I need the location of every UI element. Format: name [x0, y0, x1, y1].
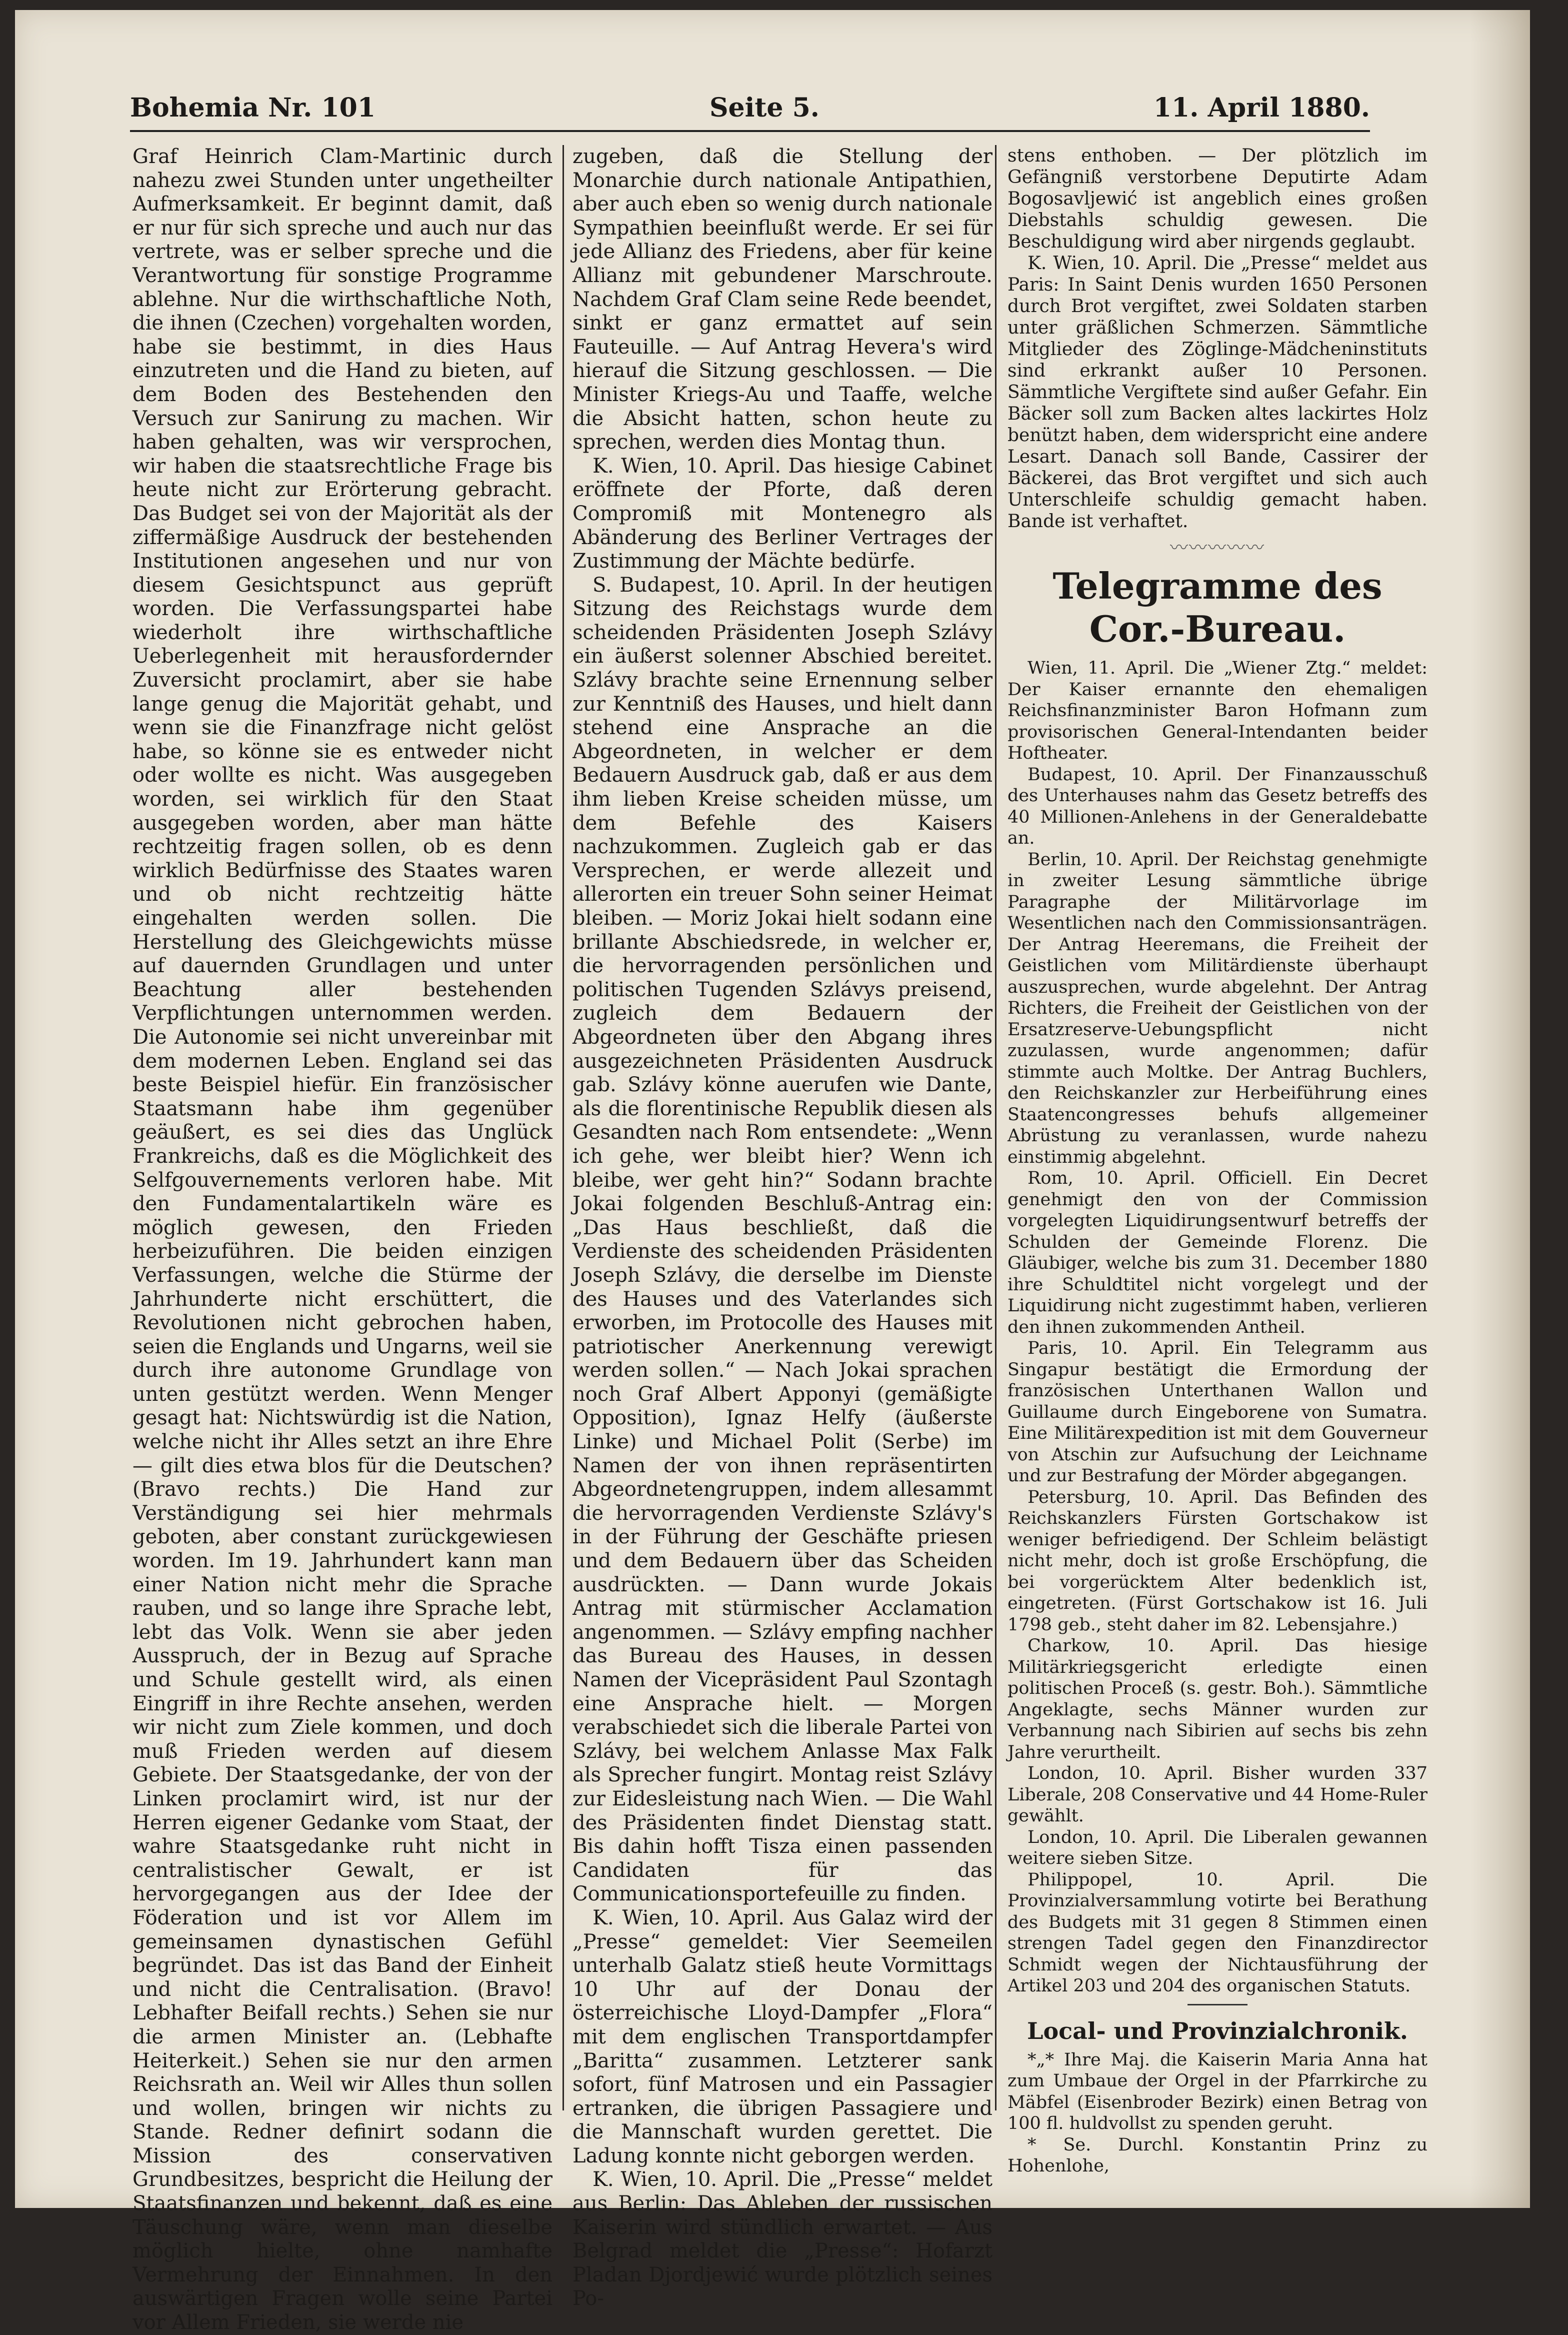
telegram-item: Charkow, 10. April. Das hiesige Militärkriegsgericht erledigte einen politischen Proceß (s. gestr. Boh.). Sämmtliche Angeklagte, sechs Männer wurden zur Verbannung nach Sibirien auf sechs bis zehn Jahre verurtheilt.	[1008, 1636, 1428, 1762]
ornament-divider: 〰〰〰〰〰	[1170, 538, 1265, 558]
telegram-item: Berlin, 10. April. Der Reichstag genehmigte in zweiter Lesung sämmtliche übrige Paragraphe der Militärvorlage im Wesentlichen nach den Commissionsanträgen. Der Antrag Heeremans, die Freiheit der Geistlichen vom Militärdienste überhaupt auszusprechen, wurde abgelehnt. Der Antrag Richters, die Freiheit der Geistlichen von der Ersatzreserve-Uebungspflicht nicht zuzulassen, wurde angenommen; dafür stimmte auch Moltke. Der Antrag Buchlers, den Reichskanzler zur Herbeiführung eines Staatencongresses behufs allgemeiner Abrüstung zu veranlassen, wurde nahezu einstimmig abgelehnt.	[1008, 849, 1428, 1167]
telegram-item: London, 10. April. Bisher wurden 337 Liberale, 208 Conservative und 44 Home-Ruler gewählt.	[1008, 1763, 1428, 1826]
telegram-item: Wien, 11. April. Die „Wiener Ztg.“ meldet: Der Kaiser ernannte den ehemaligen Reichsfinanzminister Baron Hofmann zum provisorischen General-Intendanten beider Hoftheater.	[1008, 658, 1428, 763]
telegram-item: Paris, 10. April. Ein Telegramm aus Singapur bestätigt die Ermordung der französischen Unterthanen Wallon und Guillaume durch Eingeborene von Sumatra. Eine Militärexpedition ist mit dem Gouverneur von Atschin zur Aufsuchung der Leichname und zur Bestrafung der Mörder abgegangen.	[1008, 1338, 1428, 1486]
news-item: K. Wien, 10. April. Die „Presse“ meldet aus Berlin: Das Ableben der russischen Kaiserin wird stündlich erwartet. — Aus Belgrad meldet die „Presse“: Hofarzt Pladan Djordjewić wurde plötzlich seines Po-	[572, 2168, 992, 2310]
news-item: K. Wien, 10. April. Die „Presse“ meldet aus Paris: In Saint Denis wurden 1650 Personen durch Brot vergiftet, zwei Soldaten starben unter gräßlichen Schmerzen. Sämmtliche Mitglieder des Zöglinge-Mädcheninstituts sind erkrankt außer 10 Personen. Sämmtliche Vergiftete sind außer Gefahr. Ein Bäcker soll zum Backen altes lackirtes Holz benützt haben, dem widerspricht eine andere Lesart. Danach soll Bande, Cassirer der Bäckerei, das Brot vergiftet und sich auch Unterschleife schuldig gemacht haben. Bande ist verhaftet.	[1008, 253, 1428, 532]
issue-date: 11. April 1880.	[1153, 92, 1370, 123]
column-2	[572, 145, 992, 2310]
article-text: Graf Heinrich Clam-Martinic durch nahezu zwei Stunden unter ungetheilter Aufmerksamkeit. Er beginnt damit, daß er nur für sich spreche und auch nur das vertrete, was er selber spreche und die Verantwortung für sonstige Programme ablehne. Nur die wirthschaftliche Noth, die ihnen (Czechen) vorgehalten worden, habe sie bestimmt, in dies Haus einzutreten und die Hand zu bieten, auf dem Boden des Bestehenden den Versuch zur Sanirung zu machen. Wir haben gehalten, was wir versprochen, wir haben die staatsrechtliche Frage bis heute nicht zur Erörterung gebracht. Das Budget sei von der Majorität als der ziffermäßige Ausdruck der bestehenden Institutionen angesehen und nur von diesem Gesichtspunct aus geprüft worden. Die Verfassungspartei habe wiederholt ihre wirthschaftliche Ueberlegenheit mit herausfordernder Zuversicht proclamirt, aber sie habe lange genug die Majorität gehabt, und wenn sie die Finanzfrage nicht gelöst habe, so könne sie es entweder nicht oder wollte es nicht. Was ausgegeben worden, sei wirklich für den Staat ausgegeben worden, aber man hätte rechtzeitig fragen sollen, ob es denn wirklich Bedürfnisse des Staates waren und ob nicht rechtzeitig hätte eingehalten werden sollen. Die Herstellung des Gleichgewichts müsse auf dauernden Grundlagen und unter Beachtung aller bestehenden Verpflichtungen unternommen werden. Die Autonomie sei nicht unvereinbar mit dem modernen Leben. England sei das beste Beispiel hiefür. Ein französischer Staatsmann habe ihm gegenüber geäußert, es sei dies das Unglück Frankreichs, daß es die Möglichkeit des Selfgouvernements verloren habe. Mit den Fundamentalartikeln wäre es möglich gewesen, den Frieden herbeizuführen. Die beiden einzigen Verfassungen, welche die Stürme der Jahrhunderte nicht erschüttert, die Revolutionen nicht gebrochen haben, seien die Englands und Ungarns, weil sie durch ihre autonome Grundlage von unten gestützt werden. Wenn Menger gesagt hat: Nichtswürdig ist die Nation, welche nicht ihr Alles setzt an ihre Ehre — gilt dies etwa blos für die Deutschen? (Bravo rechts.) Die Hand zur Verständigung sei hier mehrmals geboten, aber constant zurückgewiesen worden. Im 19. Jahrhundert kann man einer Nation nicht mehr die Sprache rauben, und so lange ihre Sprache lebt, lebt das Volk. Wenn sie aber jeden Ausspruch, der in Bezug auf Sprache und Schule gestellt wird, als einen Eingriff in ihre Rechte ansehen, werden wir nicht zum Ziele kommen, und doch muß Frieden werden auf diesem Gebiete. Der Staatsgedanke, der von der Linken proclamirt wird, ist nur der Herren eigener Gedanke vom Staat, der wahre Staatsgedanke ruht nicht in centralistischer Gewalt, er ist hervorgegangen aus der Idee der Föderation und ist vor Allem im gemeinsamen dynastischen Gefühl begründet. Das ist das Band der Einheit und nicht die Centralisation. (Bravo! Lebhafter Beifall rechts.) Sehen sie nur die armen Minister an. (Lebhafte Heiterkeit.) Sehen sie nur den armen Reichsrath an. Weil wir Alles thun sollen und wollen, bringen wir nichts zu Stande. Redner definirt sodann die Mission des conservativen Grundbesitzes, bespricht die Heilung der Staatsfinanzen und bekennt, daß es eine Täuschung wäre, wenn man dieselbe möglich hielte, ohne namhafte Vermehrung der Einnahmen. In den auswärtigen Fragen wolle seine Partei vor Allem Frieden, sie werde nie	[132, 145, 552, 2334]
news-item: K. Wien, 10. April. Aus Galaz wird der „Presse“ gemeldet: Vier Seemeilen unterhalb Galatz stieß heute Vormittags 10 Uhr auf der Donau der österreichische Lloyd-Dampfer „Flora“ mit dem englischen Transportdampfer „Baritta“ zusammen. Letzterer sank sofort, fünf Matrosen und ein Passagier ertranken, die übrigen Passagiere und die Mannschaft wurden gerettet. Die Ladung konnte nicht geborgen werden.	[572, 1906, 992, 2167]
short-rule	[1188, 2004, 1248, 2005]
telegram-list	[1008, 658, 1428, 1997]
page-number: Seite 5.	[710, 92, 820, 123]
column-3	[1008, 145, 1428, 2176]
telegram-item: Philippopel, 10. April. Die Provinzialversammlung votirte bei Berathung des Budgets mit 31 gegen 8 Stimmen einen strengen Tadel gegen den Finanzdirector Schmidt wegen der Nichtausführung der Artikel 203 und 204 des organischen Statuts.	[1008, 1869, 1428, 1996]
article-text: stens enthoben. — Der plötzlich im Gefängniß verstorbene Deputirte Adam Bogosavljewić ist angeblich eines großen Diebstahls schuldig gewesen. Die Beschuldigung wird aber nirgends geglaubt.	[1008, 146, 1428, 252]
telegram-item: Petersburg, 10. April. Das Befinden des Reichskanzlers Fürsten Gortschakow ist weniger befriedigend. Der Schleim belästigt nicht mehr, doch ist große Erschöpfung, die bei vorgerücktem Alter bedenklich ist, eingetreten. (Fürst Gortschakow ist 16. Juli 1798 geb., steht daher im 82. Lebensjahre.)	[1008, 1487, 1428, 1635]
news-item: S. Budapest, 10. April. In der heutigen Sitzung des Reichstags wurde dem scheidenden Präsidenten Joseph Szlávy ein äußerst solenner Abschied bereitet. Szlávy brachte seine Ernennung selber zur Kenntniß des Hauses, und hielt dann stehend eine Ansprache an die Abgeordneten, in welcher er dem Bedauern Ausdruck gab, daß er aus dem ihm lieben Kreise scheiden müsse, um dem Befehle des Kaisers nachzukommen. Zugleich gab er das Versprechen, er werde allezeit und allerorten ein treuer Sohn seiner Heimat bleiben. — Moriz Jokai hielt sodann eine brillante Abschiedsrede, in welcher er, die hervorragenden persönlichen und politischen Tugenden Szlávys preisend, zugleich dem Bedauern der Abgeordneten über den Abgang ihres ausgezeichneten Präsidenten Ausdruck gab. Szlávy könne auerufen wie Dante, als die florentinische Republik diesen als Gesandten nach Rom entsendete: „Wenn ich gehe, wer bleibt hier? Wenn ich bleibe, wer geht hin?“ Sodann brachte Jokai folgenden Beschluß-Antrag ein: „Das Haus beschließt, daß die Verdienste des scheidenden Präsidenten Joseph Szlávy, die derselbe im Dienste des Hauses und des Vaterlandes sich erworben, im Protocolle des Hauses mit patriotischer Anerkennung verewigt werden sollen.“ — Nach Jokai sprachen noch Graf Albert Apponyi (gemäßigte Opposition), Ignaz Helfy (äußerste Linke) und Michael Polit (Serbe) im Namen der von ihnen repräsentirten Abgeordnetengruppen, indem allesammt die hervorragenden Verdienste Szlávy's in der Führung der Geschäfte priesen und dem Bedauern über das Scheiden ausdrückten. — Dann wurde Jokais Antrag mit stürmischer Acclamation angenommen. — Szlávy empfing nachher das Bureau des Hauses, in dessen Namen der Vicepräsident Paul Szontagh eine Ansprache hielt. — Morgen verabschiedet sich die liberale Partei von Szlávy, bei welchem Anlasse Max Falk als Sprecher fungirt. Montag reist Szlávy zur Eidesleistung nach Wien. — Die Wahl des Präsidenten findet Dienstag statt. Bis dahin hofft Tisza einen passenden Candidaten für das Communicationsportefeuille zu finden.	[572, 573, 992, 1906]
telegram-item: Rom, 10. April. Officiell. Ein Decret genehmigt den von der Commission vorgelegten Liquidirungsentwurf betreffs der Schulden der Gemeinde Florenz. Die Gläubiger, welche bis zum 31. December 1880 ihre Schuldtitel nicht vorgelegt und der Liquidirung nicht zugestimmt haben, verlieren den ihnen zukommenden Antheil.	[1008, 1168, 1428, 1337]
page-header	[130, 85, 1370, 132]
column-1	[132, 145, 552, 2334]
paper-edge-shading	[1470, 10, 1530, 2208]
newspaper-page	[15, 10, 1530, 2334]
article-text: zugeben, daß die Stellung der Monarchie durch nationale Antipathien, aber auch eben so wenig durch nationale Sympathien beeinflußt werde. Er sei für jede Allianz des Friedens, aber für keine Allianz mit gebundener Marschroute. Nachdem Graf Clam seine Rede beendet, sinkt er ganz ermattet auf sein Fauteuille. — Auf Antrag Hevera's wird hierauf die Sitzung geschlossen. — Die Minister Kriegs-Au und Taaffe, welche die Absicht hatten, schon heute zu sprechen, werden dies Montag thun.	[572, 145, 992, 454]
column-divider	[562, 145, 564, 2110]
news-item: K. Wien, 10. April. Das hiesige Cabinet eröffnete der Pforte, daß deren Compromiß mit Montenegro als Abänderung des Berliner Vertrages der Zustimmung der Mächte bedürfe.	[572, 454, 992, 573]
local-item: *„* Ihre Maj. die Kaiserin Maria Anna hat zum Umbaue der Orgel in der Pfarrkirche zu Mäbfel (Eisenbroder Bezirk) einen Betrag von 100 fl. huldvollst zu spenden geruht.	[1008, 2049, 1428, 2133]
local-news	[1008, 2049, 1428, 2177]
masthead-issue: Bohemia Nr. 101	[130, 92, 376, 123]
section-headline: Telegramme des Cor.-Bureau.	[1052, 565, 1382, 650]
column-divider	[995, 145, 996, 2110]
local-item: * Se. Durchl. Konstantin Prinz zu Hohenlohe,	[1008, 2134, 1428, 2176]
telegram-item: London, 10. April. Die Liberalen gewannen weitere sieben Sitze.	[1008, 1827, 1428, 1868]
section-subheadline: Local- und Provinzialchronik.	[1027, 2017, 1408, 2044]
telegram-item: Budapest, 10. April. Der Finanzausschuß des Unterhauses nahm das Gesetz betreffs des 40 Millionen-Anlehens in der Generaldebatte an.	[1008, 764, 1428, 848]
